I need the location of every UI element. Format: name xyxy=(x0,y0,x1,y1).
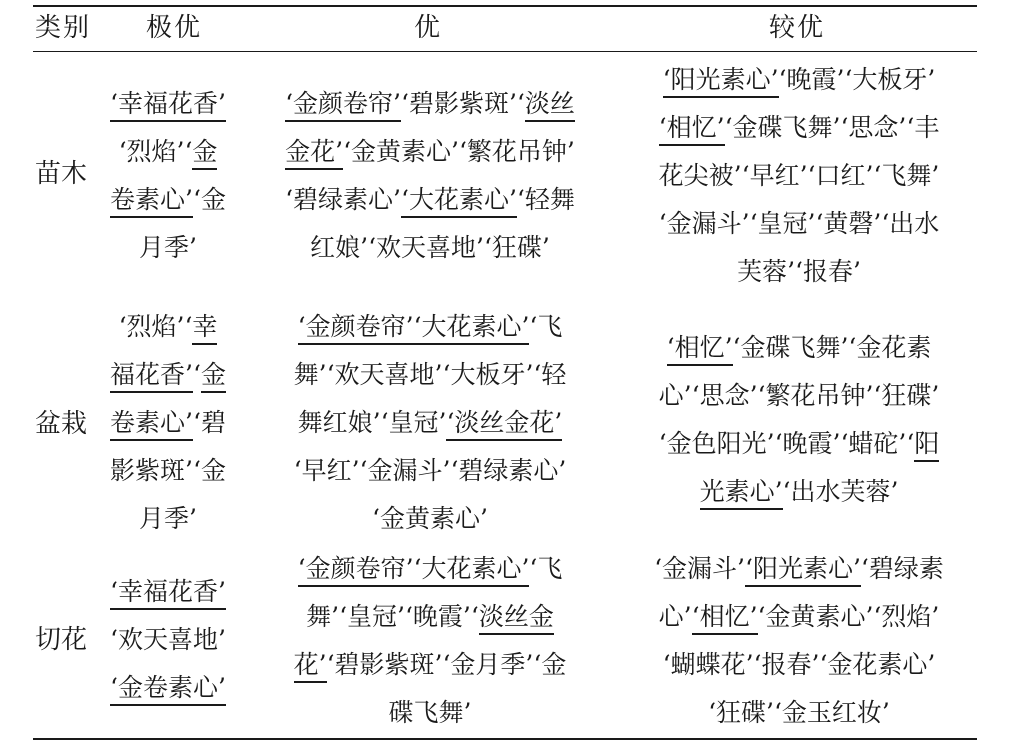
cell-line xyxy=(620,324,978,372)
cultivar-underlined: ‘淡丝金花’ xyxy=(446,408,562,441)
cultivar-text: 舞’‘欢天喜地’‘大板牙’‘轻 xyxy=(293,360,567,389)
cultivar-text: 花尖被’‘早红’‘口红’‘飞舞’ xyxy=(658,161,940,190)
cell-line xyxy=(246,447,614,495)
cell-line xyxy=(620,372,978,420)
cell-line xyxy=(98,176,238,224)
cultivar-underlined: ‘相忆’ xyxy=(692,602,758,635)
cultivar-text: 月季’ xyxy=(139,504,197,533)
cultivar-text: ‘烈焰’‘ xyxy=(118,137,193,166)
cell-line xyxy=(620,689,978,737)
cell-line xyxy=(98,224,238,272)
cultivar-underlined: ‘阳光素心’ xyxy=(745,554,861,587)
cell-line xyxy=(246,80,614,128)
cultivar-text: ‘碧影紫斑’‘金月季’‘金 xyxy=(326,650,567,679)
cultivar-underlined: ‘相忆’ xyxy=(659,113,725,146)
cultivar-underlined: ‘大花素心’ xyxy=(401,185,517,218)
cultivar-underlined: ‘金颜卷帘’‘大花素心’ xyxy=(298,312,530,345)
cell-line xyxy=(246,641,614,689)
cultivar-text: 舞红娘’‘皇冠’ xyxy=(297,408,447,437)
cultivar-text: ‘金碟飞舞’‘金花素 xyxy=(732,333,932,362)
cell-line xyxy=(246,224,614,272)
cultivar-underlined: 卷素心’ xyxy=(110,408,193,441)
cultivar-underlined: 淡丝金 xyxy=(479,602,554,635)
cultivar-text: ‘欢天喜地’ xyxy=(110,625,226,654)
cell-potted-excellent xyxy=(246,303,614,543)
cultivar-underlined: ‘阳光素心’ xyxy=(663,65,779,98)
cultivar-underlined: ‘相忆’ xyxy=(667,333,733,366)
cultivar-text: ‘碧绿素心’ xyxy=(285,185,402,214)
row-category-cut-flower: 切花 xyxy=(35,625,88,655)
cultivar-underlined: ‘幸福花香’ xyxy=(110,577,226,610)
cell-line xyxy=(246,689,614,737)
cell-line xyxy=(98,664,238,712)
cultivar-text: ‘碧 xyxy=(193,408,226,437)
cell-line xyxy=(620,56,978,104)
cultivar-underlined: 光素心’ xyxy=(700,477,783,510)
cultivar-text: ‘金黄素心’‘烈焰’ xyxy=(757,602,940,631)
cultivar-text: ‘晚霞’‘大板牙’ xyxy=(778,65,936,94)
cultivar-underlined: ‘金颜卷帘’ xyxy=(285,89,401,122)
cultivar-text: 碟飞舞’ xyxy=(388,698,472,727)
cultivar-text: ‘ xyxy=(192,360,201,389)
row-category-potted: 盆栽 xyxy=(35,409,88,439)
cultivar-underlined: 卷素心’ xyxy=(110,185,193,218)
cell-line xyxy=(246,128,614,176)
cultivar-text: ‘早红’‘金漏斗’‘碧绿素心’ xyxy=(293,456,567,485)
cell-line xyxy=(246,399,614,447)
cell-line xyxy=(98,303,238,351)
cell-line xyxy=(246,303,614,351)
cultivar-text: ‘金漏斗’‘皇冠’‘黄磬’‘出水 xyxy=(658,209,940,238)
cultivar-underlined: ‘金颜卷帘’‘大花素心’ xyxy=(298,554,530,587)
cell-seedling-excellent xyxy=(246,80,614,272)
cultivar-text: ‘金黄素心’‘繁花吊钟’ xyxy=(343,137,575,166)
cell-potted-best xyxy=(98,303,238,543)
cell-line xyxy=(98,568,238,616)
cell-line xyxy=(620,248,978,296)
cell-line xyxy=(620,152,978,200)
cultivar-underlined: 金花’ xyxy=(285,137,343,170)
cell-seedling-best xyxy=(98,80,238,272)
cell-line xyxy=(620,641,978,689)
cultivar-underlined: 幸 xyxy=(192,312,217,345)
cell-line xyxy=(98,616,238,664)
cell-line xyxy=(246,545,614,593)
cultivar-text: ‘金碟飞舞’‘思念’‘丰 xyxy=(724,113,940,142)
cell-cut-flower-excellent xyxy=(246,545,614,737)
cultivar-underlined: 花’ xyxy=(294,650,327,683)
cultivar-text: 心’ xyxy=(658,602,692,631)
cultivar-underlined: 阳 xyxy=(914,429,939,462)
cultivar-text: ‘轻舞 xyxy=(516,185,575,214)
row-category-seedling: 苗木 xyxy=(35,159,88,189)
cell-line xyxy=(620,104,978,152)
cultivar-text: ‘蝴蝶花’‘报春’‘金花素心’ xyxy=(662,650,936,679)
cultivar-text: ‘出水芙蓉’ xyxy=(782,477,899,506)
cultivar-text: 月季’ xyxy=(139,233,197,262)
cultivar-text: ‘飞 xyxy=(529,554,563,583)
cell-line xyxy=(246,593,614,641)
cultivar-underlined: ‘金卷素心’ xyxy=(110,673,226,706)
cultivar-text: ‘狂碟’‘金玉红妆’ xyxy=(708,698,890,727)
cell-line xyxy=(620,420,978,468)
cultivar-text: ‘金色阳光’‘晚霞’‘蜡砣’‘ xyxy=(658,429,915,458)
cell-line xyxy=(620,593,978,641)
cultivar-underlined: 淡丝 xyxy=(525,89,575,122)
cell-line xyxy=(98,399,238,447)
cultivar-text: ‘金 xyxy=(193,185,226,214)
cultivar-text: ‘飞 xyxy=(529,312,563,341)
cell-potted-good xyxy=(620,324,978,516)
cell-line xyxy=(98,80,238,128)
header-best: 极优 xyxy=(146,13,203,43)
cultivar-text: 影紫斑’‘金 xyxy=(110,456,226,485)
cell-line xyxy=(620,200,978,248)
cultivar-underlined: 福花香’ xyxy=(110,360,193,393)
cultivar-text: 舞’‘皇冠’‘晚霞’‘ xyxy=(306,602,479,631)
cultivar-text: ‘金黄素心’ xyxy=(372,504,488,533)
cell-line xyxy=(98,495,238,543)
cell-line xyxy=(246,176,614,224)
cell-line xyxy=(620,468,978,516)
cell-seedling-good xyxy=(620,56,978,296)
cultivar-text: ‘金漏斗’ xyxy=(654,554,746,583)
cultivar-underlined: ‘幸福花香’ xyxy=(110,89,226,122)
cultivar-text: ‘碧绿素 xyxy=(860,554,944,583)
cell-line xyxy=(246,351,614,399)
header-good: 较优 xyxy=(769,13,826,43)
cultivar-underlined: 金 xyxy=(201,360,226,393)
cultivar-text: ‘烈焰’‘ xyxy=(118,312,193,341)
cultivar-text: 心’‘思念’‘繁花吊钟’‘狂碟’ xyxy=(658,381,940,410)
header-category: 类别 xyxy=(35,13,92,43)
cultivar-text: 红娘’‘欢天喜地’‘狂碟’ xyxy=(310,233,550,262)
cell-cut-flower-best xyxy=(98,568,238,712)
cell-line xyxy=(98,351,238,399)
cultivar-text: 芙蓉’‘报春’ xyxy=(737,257,861,286)
cultivar-text: ‘碧影紫斑’‘ xyxy=(401,89,525,118)
cell-line xyxy=(98,447,238,495)
header-rule xyxy=(33,51,977,52)
table-top-rule xyxy=(33,5,977,7)
cell-cut-flower-good xyxy=(620,545,978,737)
cell-line xyxy=(98,128,238,176)
cell-line xyxy=(246,495,614,543)
header-excellent: 优 xyxy=(414,13,443,43)
cell-line xyxy=(620,545,978,593)
cultivar-underlined: 金 xyxy=(192,137,217,170)
table-bottom-rule xyxy=(33,738,977,740)
